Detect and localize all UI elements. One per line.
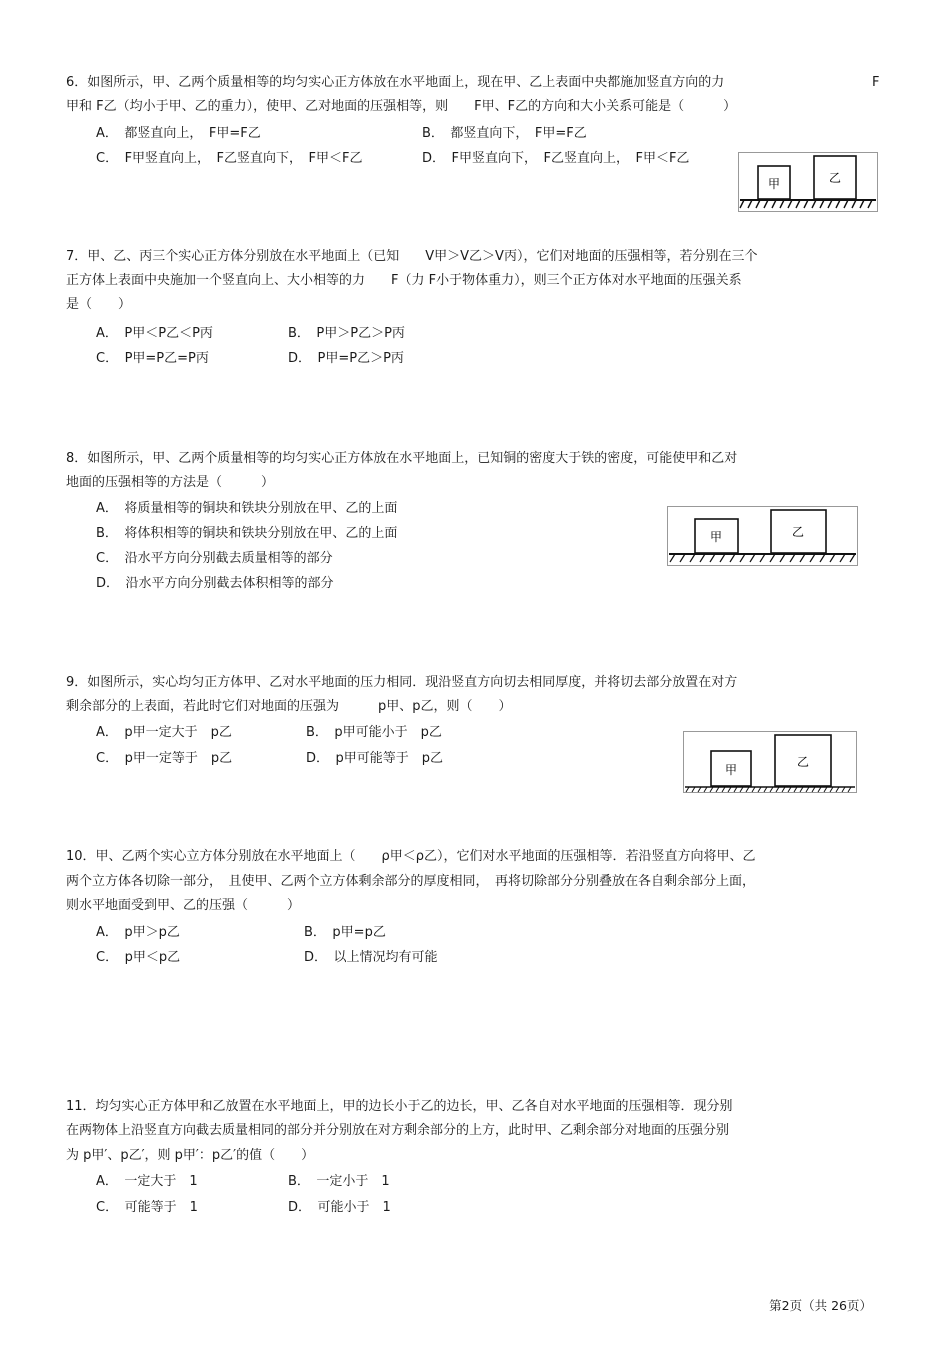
q11-option-a: A． 一定大于 1 [96,1174,198,1189]
q8-figure [667,506,858,566]
q11-line-1: 11．均匀实心正方体甲和乙放置在水平地面上，甲的边长小于乙的边长，甲、乙各自对水平地面的压强相等．现分别 [66,1099,733,1114]
q8-cube-yi-label: 乙 [791,525,805,539]
q11-line-3: 为 p甲′、p乙′，则 p甲′：p乙′的值（ ） [66,1148,315,1163]
q10-option-d: D． 以上情况均有可能 [304,950,438,965]
q8-cube-jia-label: 甲 [709,530,723,544]
q9-option-a: A． p甲一定大于 p乙 [96,725,232,740]
page-footer: 第2页（共 26页） [769,1298,872,1313]
q10-line-1: 10．甲、乙两个实心立方体分别放在水平地面上（ ρ甲＜ρ乙），它们对水平地面的压强相等．若沿竖直方向将甲、乙 [66,849,756,864]
q8-option-d: D． 沿水平方向分别截去体积相等的部分 [96,576,334,591]
q9-line-2: 剩余部分的上表面，若此时它们对地面的压强为 p甲、p乙，则（ ） [66,699,512,714]
q6-option-c: C． F甲竖直向上， F乙竖直向下， F甲＜F乙 [96,151,363,166]
q8-line-2: 地面的压强相等的方法是（ ） [66,475,275,490]
q7-option-a: A． P甲＜P乙＜P丙 [96,326,213,341]
q8-option-a: A． 将质量相等的铜块和铁块分别放在甲、乙的上面 [96,501,398,516]
q10-option-a: A． p甲＞p乙 [96,925,180,940]
q10-option-c: C． p甲＜p乙 [96,950,181,965]
q9-option-b: B． p甲可能小于 p乙 [306,725,442,740]
q10-line-3: 则水平地面受到甲、乙的压强（ ） [66,898,301,913]
q10-option-b: B． p甲=p乙 [304,925,386,940]
q11-option-d: D． 可能小于 1 [288,1200,391,1215]
q9-cube-yi-label: 乙 [796,755,810,769]
q11-line-2: 在两物体上沿竖直方向截去质量相同的部分并分别放在对方剩余部分的上方，此时甲、乙剩余部分对地面的压强分别 [66,1123,730,1138]
q7-option-b: B． P甲＞P乙＞P丙 [288,326,405,341]
q6-cube-jia-label: 甲 [767,177,781,191]
q6-line-1: 6．如图所示，甲、乙两个质量相等的均匀实心正方体放在水平地面上，现在甲、乙上表面中央都施加竖直方向的力 [66,75,725,90]
q7-option-d: D． P甲=P乙＞P丙 [288,351,404,366]
q6-option-b: B． 都竖直向下， F甲=F乙 [422,126,587,141]
q6-figure [738,152,878,212]
q8-line-1: 8．如图所示，甲、乙两个质量相等的均匀实心正方体放在水平地面上，已知铜的密度大于铁的密度，可能使甲和乙对 [66,451,738,466]
q11-option-c: C． 可能等于 1 [96,1200,198,1215]
q6-cube-yi-label: 乙 [828,171,842,185]
q6-line-2: 甲和 F乙（均小于甲、乙的重力），使甲、乙对地面的压强相等，则 F甲、F乙的方向和大小关系可能是（ ） [66,99,737,114]
q7-option-c: C． P甲=P乙=P丙 [96,351,209,366]
q9-option-c: C． p甲一定等于 p乙 [96,751,233,766]
q8-option-c: C． 沿水平方向分别截去质量相等的部分 [96,551,333,566]
q6-line-1-tail: F [872,75,880,90]
q10-line-2: 两个立方体各切除一部分， 且使甲、乙两个立方体剩余部分的厚度相同， 再将切除部分分别叠放在各自剩余部分上面， [66,874,756,889]
q7-line-2: 正方体上表面中央施加一个竖直向上、大小相等的力 F（力 F小于物体重力），则三个正方体对水平地面的压强关系 [66,273,742,288]
q7-line-3: 是（ ） [66,297,132,312]
q11-option-b: B． 一定小于 1 [288,1174,390,1189]
q9-line-1: 9．如图所示，实心均匀正方体甲、乙对水平地面的压力相同．现沿竖直方向切去相同厚度，并将切去部分放置在对方 [66,675,738,690]
q9-option-d: D． p甲可能等于 p乙 [306,751,444,766]
q9-cube-jia-label: 甲 [724,763,738,777]
q8-option-b: B． 将体积相等的铜块和铁块分别放在甲、乙的上面 [96,526,398,541]
q9-figure [683,731,857,793]
q6-option-d: D． F甲竖直向下， F乙竖直向上， F甲＜F乙 [422,151,690,166]
q6-option-a: A． 都竖直向上， F甲=F乙 [96,126,261,141]
q7-line-1: 7．甲、乙、丙三个实心正方体分别放在水平地面上（已知 V甲＞V乙＞V丙），它们对地面的压强相等，若分别在三个 [66,249,758,264]
